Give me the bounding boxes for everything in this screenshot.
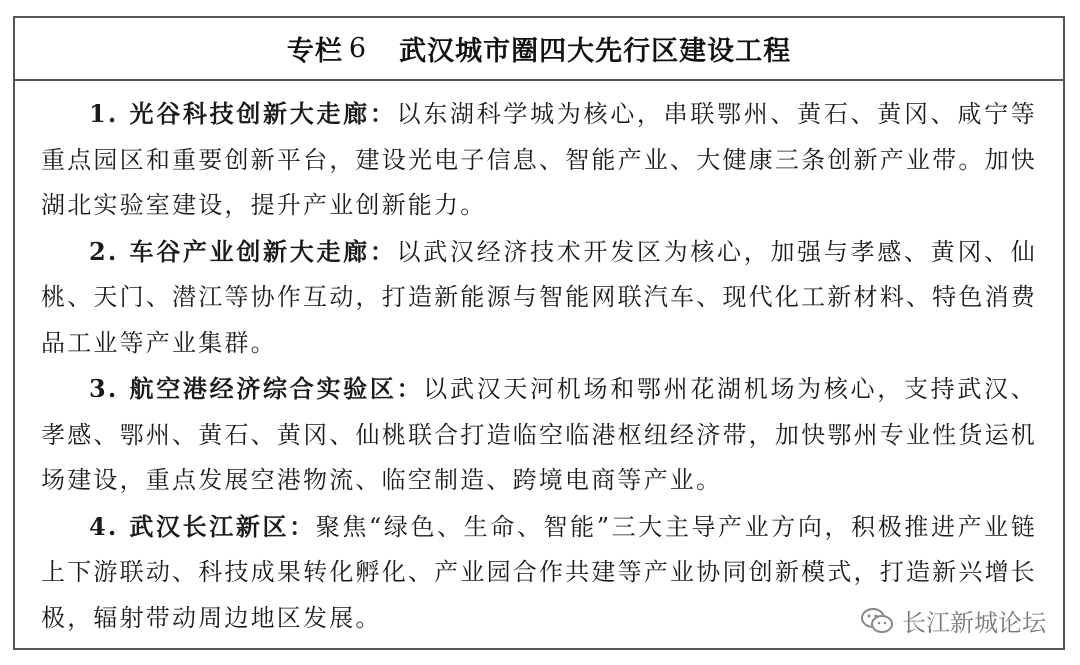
title-prefix: 专栏 <box>286 36 343 67</box>
column-box <box>13 16 1065 650</box>
item-paragraph <box>41 229 1037 367</box>
item-body: 以东湖科学城为核心，串联鄂州、黄石、黄冈、咸宁等重点园区和重要创新平台，建设光电子信息、智能产业、大健康三条创新产业带。加快湖北实验室建设，提升产业创新能力。 <box>41 100 1037 219</box>
item-heading: 4. 武汉长江新区： <box>89 511 316 541</box>
item-body: 以武汉天河机场和鄂州花湖机场为核心，支持武汉、孝感、鄂州、黄石、黄冈、仙桃联合打造临空临港枢纽经济带，加快鄂州专业性货运机场建设，重点发展空港物流、临空制造、跨境电商等产业。 <box>41 375 1037 494</box>
item-body: 以武汉经济技术开发区为核心，加强与孝感、黄冈、仙桃、天门、潜江等协作互动，打造新能源与智能网联汽车、现代化工新材料、特色消费品工业等产业集群。 <box>41 237 1037 357</box>
title-number: 6 <box>348 33 368 64</box>
watermark-text: 长江新城论坛 <box>902 609 1046 637</box>
title-text: 武汉城市圈四大先行区建设工程 <box>399 36 792 67</box>
wechat-icon <box>860 607 894 635</box>
item-paragraph <box>41 91 1037 229</box>
item-heading: 3. 航空港经济综合实验区： <box>89 374 424 403</box>
column-content <box>15 81 1063 641</box>
item-body: 聚焦“绿色、生命、智能”三大主导产业方向，积极推进产业链上下游联动、科技成果转化孵化、产业园合作共建等产业协同创新模式，打造新兴增长极，辐射带动周边地区发展。 <box>41 512 1037 632</box>
column-title <box>15 18 1063 81</box>
item-heading: 2. 车谷产业创新大走廊： <box>89 236 397 266</box>
item-heading: 1. 光谷科技创新大走廊： <box>89 99 397 128</box>
watermark <box>860 603 1046 638</box>
item-paragraph <box>41 366 1037 504</box>
